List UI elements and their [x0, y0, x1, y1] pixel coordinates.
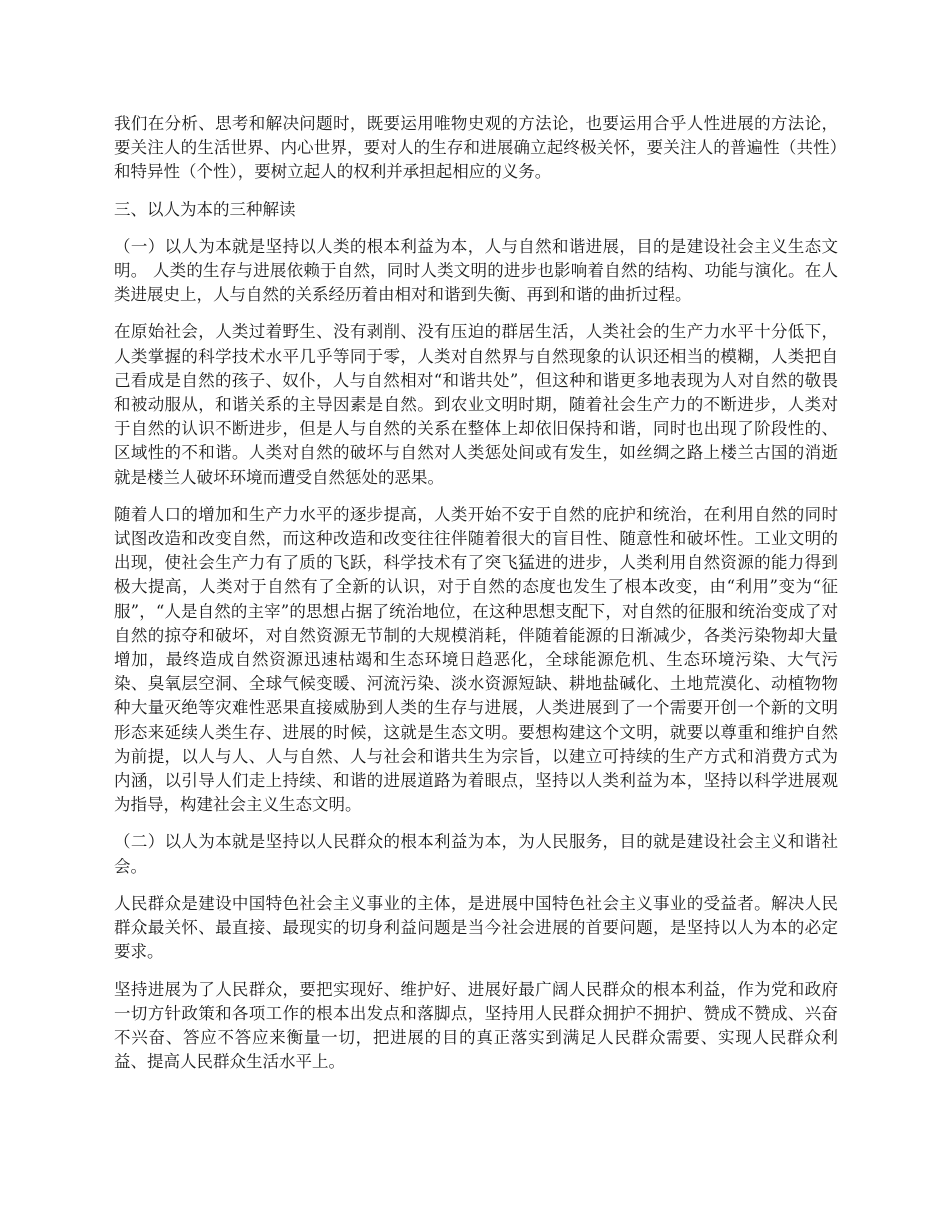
paragraph-development-for-people: 坚持进展为了人民群众，要把实现好、维护好、进展好最广阔人民群众的根本利益，作为党和政府一切方针政策和各项工作的根本出发点和落脚点，坚持用人民群众拥护不拥护、赞成不赞成、兴奋不兴奋、答应不答应来衡量一切，把进展的目的真正落实到满足人民群众需要、实现人民群众利益、提高人民群众生活水平上。: [114, 979, 838, 1072]
paragraph-methodology: 我们在分析、思考和解决问题时，既要运用唯物史观的方法论，也要运用合乎人性进展的方法论，要关注人的生活世界、内心世界，要对人的生存和进展确立起终极关怀，要关注人的普遍性（共性）和特异性（个性），要树立起人的权利并承担起相应的义务。: [114, 114, 838, 182]
paragraph-ecological-civilization: （一）以人为本就是坚持以人类的根本利益为本，人与自然和谐进展，目的是建设社会主义生态文明。 人类的生存与进展依赖于自然，同时人类文明的进步也影响着自然的结构、功能与演化。在人类进展史上，人与自然的关系经历着由相对和谐到失衡、再到和谐的曲折过程。: [114, 236, 838, 305]
document-body: [114, 112, 838, 1087]
section-heading: 三、以人为本的三种解读: [114, 199, 296, 219]
paragraph-industrial-civilization: 随着人口的增加和生产力水平的逐步提高，人类开始不安于自然的庇护和统治，在利用自然的同时试图改造和改变自然，而这种改造和改变往往伴随着很大的盲目性、随意性和破坏性。工业文明的出现，使社会生产力有了质的飞跃，科学技术有了突飞猛进的进步，人类利用自然资源的能力得到极大提高，人类对于自然有了全新的认识，对于自然的态度也发生了根本改变，由“利用”变为“征服”，“人是自然的主宰”的思想占据了统治地位，在这种思想支配下，对自然的征服和统治变成了对自然的掠夺和破坏，对自然资源无节制的大规模消耗，伴随着能源的日渐减少，各类污染物却大量增加，最终造成自然资源迅速枯竭和生态环境日趋恶化，全球能源危机、生态环境污染、大气污染、臭氧层空洞、全球气候变暖、河流污染、淡水资源短缺、耕地盐碱化、土地荒漠化、动植物物种大量灭绝等灾难性恶果直接威胁到人类的生存与进展，人类进展到了一个需要开创一个新的文明形态来延续人类生存、进展的时候，这就是生态文明。要想构建这个文明，就要以尊重和维护自然为前提，以人与人、人与自然、人与社会和谐共生为宗旨，以建立可持续的生产方式和消费方式为内涵，以引导人们走上持续、和谐的进展道路为着眼点，坚持以人类利益为本，坚持以科学进展观为指导，构建社会主义生态文明。: [114, 504, 838, 815]
paragraph-primitive-society: 在原始社会，人类过着野生、没有剥削、没有压迫的群居生活，人类社会的生产力水平十分低下，人类掌握的科学技术水平几乎等同于零，人类对自然界与自然现象的认识还相当的模糊，人类把自己看成是自然的孩子、奴仆，人与自然相对“和谐共处”，但这种和谐更多地表现为人对自然的敬畏和被动服从，和谐关系的主导因素是自然。到农业文明时期，随着社会生产力的不断进步，人类对于自然的认识不断进步，但是人与自然的关系在整体上却依旧保持和谐，同时也出现了阶段性的、区域性的不和谐。人类对自然的破坏与自然对人类惩处间或有发生，如丝绸之路上楼兰古国的消逝就是楼兰人破坏环境而遭受自然惩处的恶果。: [114, 322, 838, 487]
paragraph-people-subject: 人民群众是建设中国特色社会主义事业的主体，是进展中国特色社会主义事业的受益者。解决人民群众最关怀、最直接、最现实的切身利益问题是当今社会进展的首要问题，是坚持以人为本的必定要求。: [114, 893, 838, 962]
paragraph-harmonious-society: （二）以人为本就是坚持以人民群众的根本利益为本，为人民服务，目的就是建设社会主义和谐社会。: [114, 832, 838, 876]
